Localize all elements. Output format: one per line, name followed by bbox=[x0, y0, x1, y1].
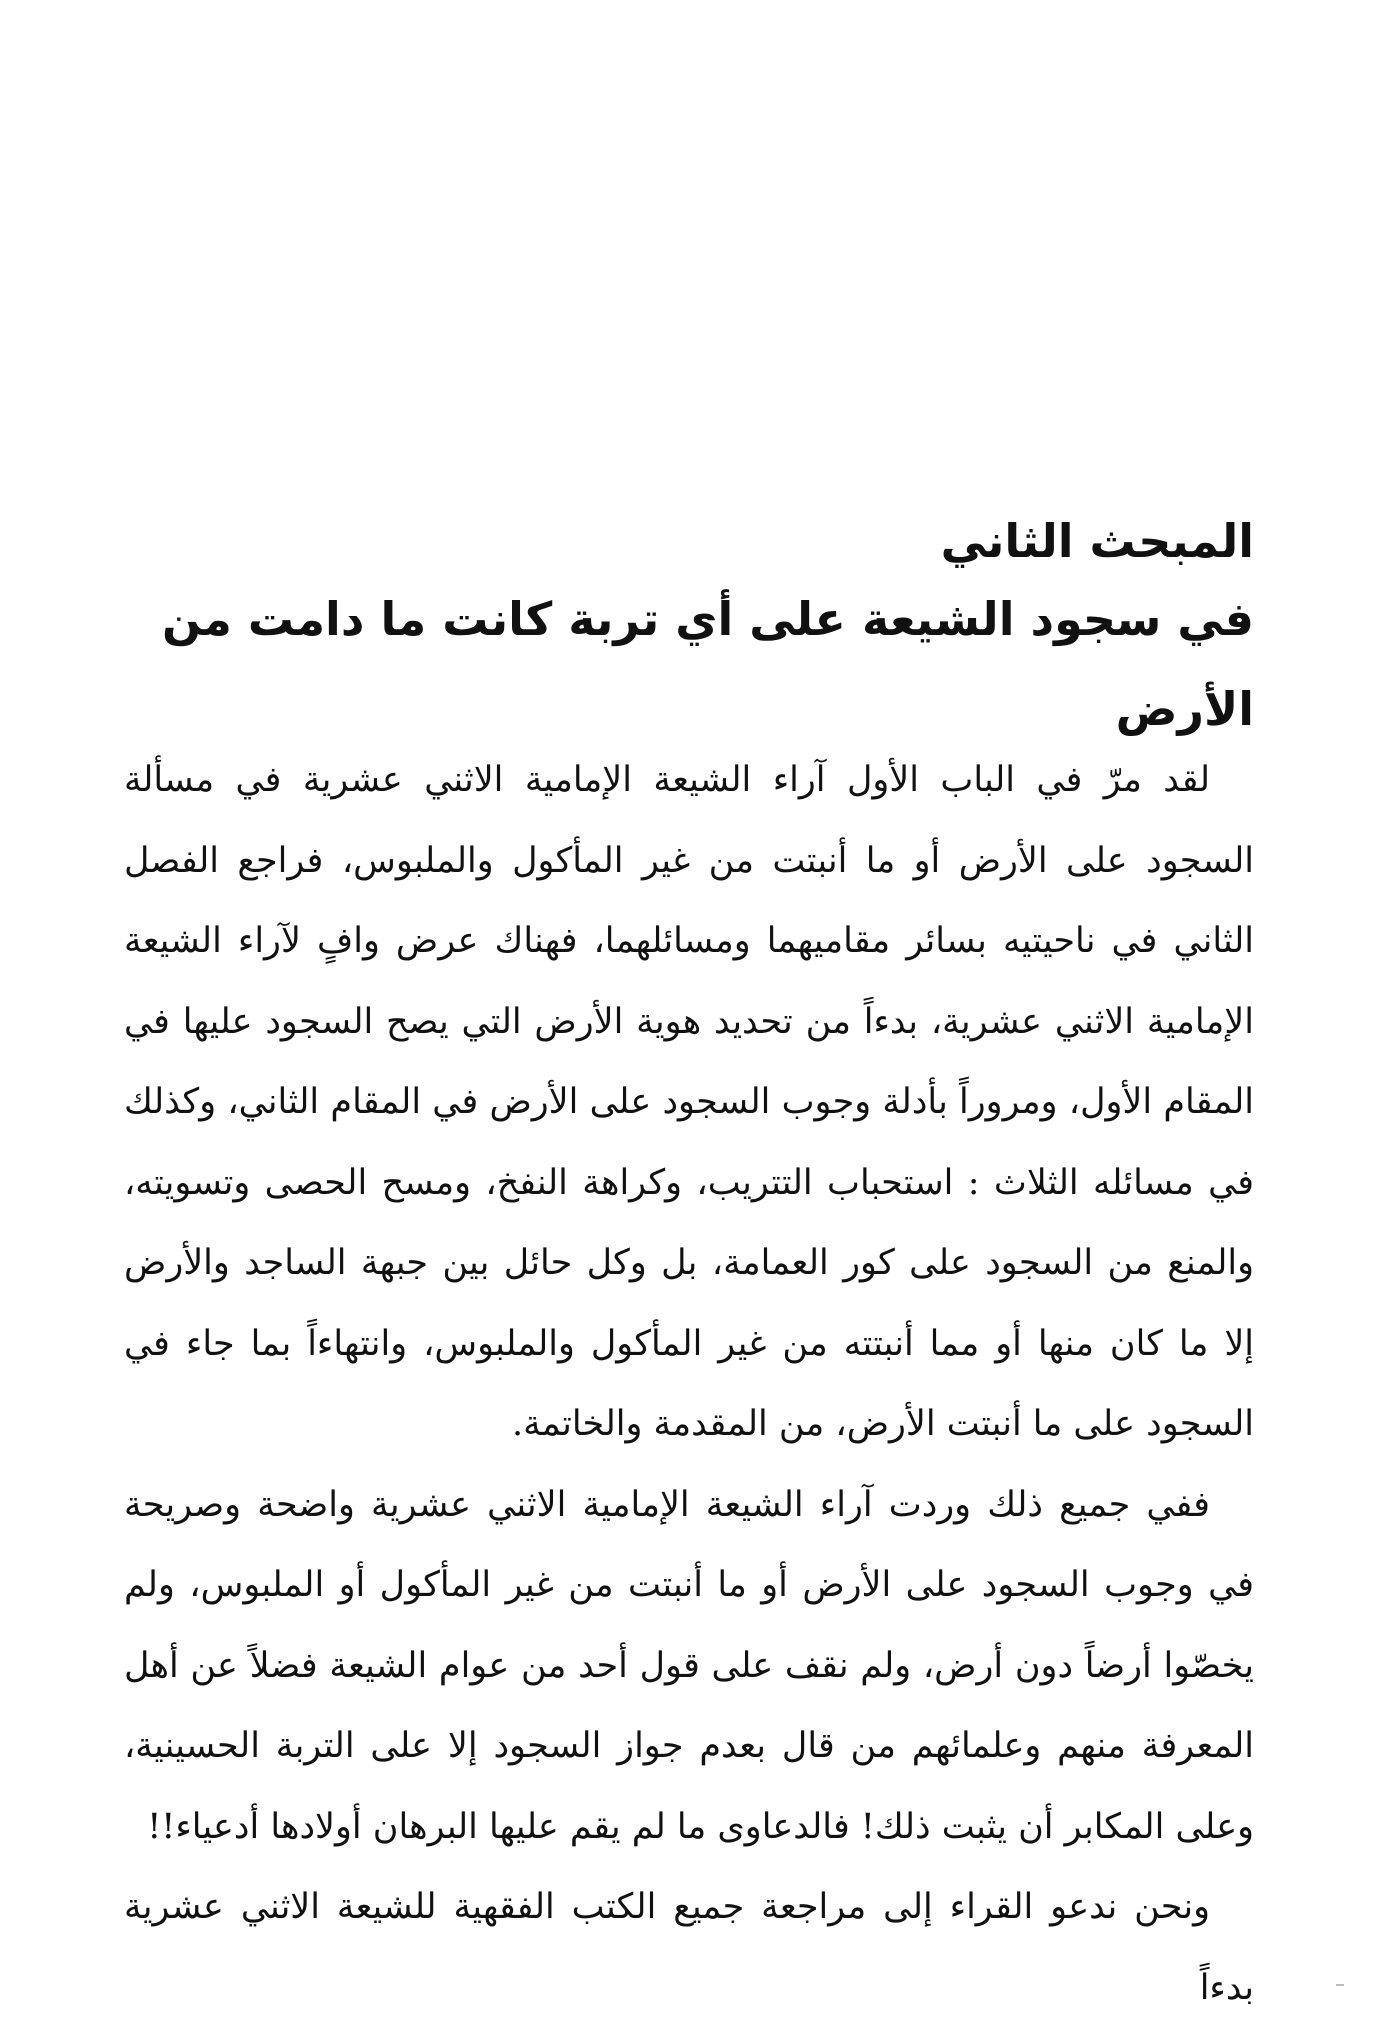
paragraph-1: لقد مرّ في الباب الأول آراء الشيعة الإمامية الاثني عشرية في مسألة السجود على الأرض أو ما أنبتت من غير المأكول والملبوس، فراجع الفصل الثاني في ناحيتيه بسائر مقاميهما ومسائلهما، فهناك عرض وافٍ لآراء الشيعة الإمامية الاثني عشرية، بدءاً من تحديد هوية الأرض التي يصح السجود عليها في المقام الأول، ومروراً بأدلة وجوب السجود على الأرض في المقام الثاني، وكذلك في مسائله الثلاث : استحباب التتريب، وكراهة النفخ، ومسح الحصى وتسويته، والمنع من السجود على كور العمامة، بل وكل حائل بين جبهة الساجد والأرض إلا ما كان منها أو مما أنبتته من غير المأكول والملبوس، وانتهاءاً بما جاء في السجود على ما أنبتت الأرض، من المقدمة والخاتمة. bbox=[124, 760, 1254, 1444]
chapter-title: المبحث الثاني bbox=[940, 514, 1254, 568]
chapter-subtitle: في سجود الشيعة على أي تربة كانت ما دامت من الأرض bbox=[161, 592, 1254, 736]
paragraph-2: ففي جميع ذلك وردت آراء الشيعة الإمامية الاثني عشرية واضحة وصريحة في وجوب السجود على الأرض أو ما أنبتت من غير المأكول أو الملبوس، ولم يخصّوا أرضاً دون أرض، ولم نقف على قول أحد من عوام الشيعة فضلاً عن أهل المعرفة منهم وعلمائهم من قال بعدم جواز السجود إلا على التربة الحسينية، وعلى المكابر أن يثبت ذلك! فالدعاوى ما لم يقم عليها البرهان أولادها أدعياء!! bbox=[124, 1484, 1254, 1847]
paragraph-3: ونحن ندعو القراء إلى مراجعة جميع الكتب الفقهية للشيعة الاثني عشرية بدءاً bbox=[124, 1887, 1254, 2008]
chapter-heading bbox=[154, 508, 1254, 754]
scan-margin-mark bbox=[1336, 1984, 1344, 1986]
body-text bbox=[124, 740, 1254, 2028]
